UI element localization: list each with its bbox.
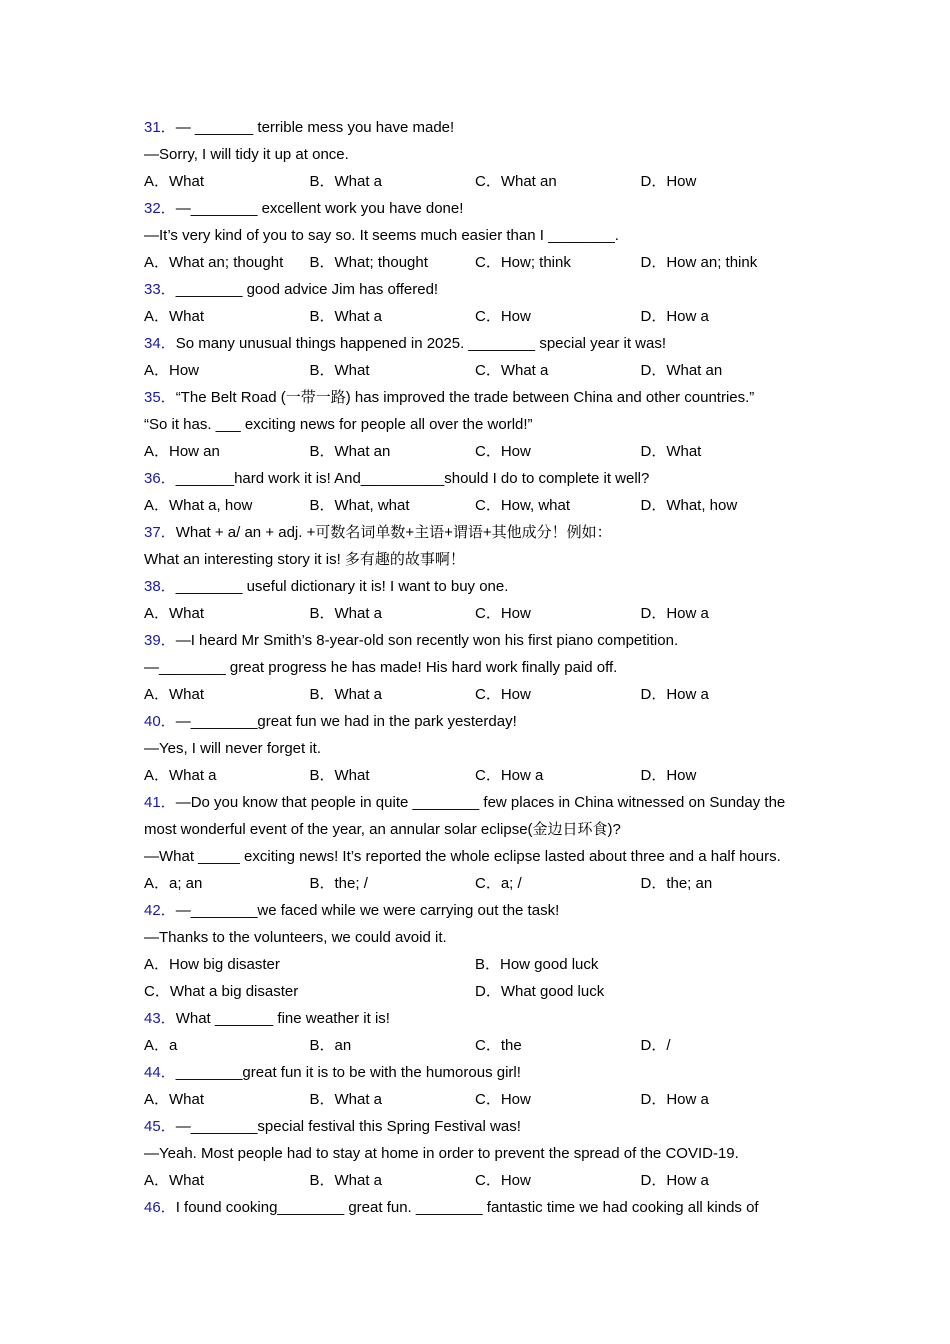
answer-option[interactable]: B．What a [309, 686, 383, 703]
answer-options [144, 357, 814, 384]
question-text: —Sorry, I will tidy it up at once. [144, 146, 349, 163]
question-46 [144, 1194, 814, 1221]
answer-options [144, 492, 814, 519]
answer-option[interactable]: B．What an [309, 443, 391, 460]
question-stem [144, 1059, 814, 1086]
question-stem-continued [144, 924, 814, 951]
answer-option[interactable]: A．What [144, 173, 205, 190]
answer-option[interactable]: D．How a [640, 686, 709, 703]
worksheet [144, 114, 814, 1221]
question-text: —It’s very kind of you to say so. It seems much easier than I ________. [144, 227, 619, 244]
question-42 [144, 897, 814, 1005]
question-44 [144, 1059, 814, 1113]
answer-option[interactable]: D．What good luck [475, 983, 605, 1000]
answer-option[interactable]: D．How a [640, 605, 709, 622]
question-text: _______hard work it is! And__________should I do to complete it well? [175, 470, 650, 487]
answer-options [144, 600, 814, 627]
answer-option[interactable]: A．a; an [144, 875, 203, 892]
question-stem [144, 627, 814, 654]
question-45 [144, 1113, 814, 1194]
question-stem-continued [144, 141, 814, 168]
question-stem [144, 465, 814, 492]
answer-option[interactable]: D．How an; think [640, 254, 758, 271]
answer-option[interactable]: A．a [144, 1037, 178, 1054]
answer-option[interactable]: A．What [144, 686, 205, 703]
question-text: I found cooking________ great fun. ________ fantastic time we had cooking all kinds of [175, 1199, 759, 1216]
answer-option[interactable]: C．How [475, 1091, 531, 1108]
answer-option[interactable]: A．What [144, 605, 205, 622]
question-39 [144, 627, 814, 708]
question-number: 42． [144, 902, 176, 919]
question-number: 46． [144, 1199, 176, 1216]
question-37 [144, 519, 814, 573]
question-text: ________great fun it is to be with the humorous girl! [175, 1064, 521, 1081]
answer-option[interactable]: A．What a [144, 767, 217, 784]
question-text: What + a/ an + adj. +可数名词单数+主语+谓语+其他成分！例如： [175, 524, 612, 541]
answer-option[interactable]: C．a; / [475, 875, 522, 892]
question-stem [144, 384, 814, 411]
question-text: —Thanks to the volunteers, we could avoid it. [144, 929, 447, 946]
question-number: 31． [144, 119, 176, 136]
answer-option[interactable]: D．How a [640, 308, 709, 325]
answer-option[interactable]: A．How [144, 362, 200, 379]
answer-option[interactable]: B．What a [309, 173, 383, 190]
question-text: —What _____ exciting news! It’s reported the whole eclipse lasted about three and a half hours. [144, 848, 781, 865]
answer-option[interactable]: A．What [144, 1091, 205, 1108]
answer-option[interactable]: B．What a [309, 1091, 383, 1108]
question-stem [144, 276, 814, 303]
question-stem-continued [144, 735, 814, 762]
answer-option[interactable]: B．What a [309, 308, 383, 325]
answer-option[interactable]: C．How [475, 686, 531, 703]
answer-option[interactable]: C．How [475, 1172, 531, 1189]
question-stem-continued [144, 222, 814, 249]
answer-option[interactable]: D．How [640, 767, 697, 784]
answer-option[interactable]: D．What, how [640, 497, 738, 514]
question-stem [144, 1194, 814, 1221]
answer-options [144, 168, 814, 195]
answer-option[interactable]: C．How [475, 605, 531, 622]
question-stem [144, 519, 814, 546]
question-text: —________we faced while we were carrying out the task! [175, 902, 560, 919]
question-text: —Yes, I will never forget it. [144, 740, 322, 757]
question-text: —________ excellent work you have done! [175, 200, 464, 217]
answer-option[interactable]: C．How a [475, 767, 544, 784]
answer-option[interactable]: A．What [144, 1172, 205, 1189]
question-38 [144, 573, 814, 627]
question-number: 39． [144, 632, 176, 649]
answer-option[interactable]: D．How [640, 173, 697, 190]
question-stem-continued [144, 1140, 814, 1167]
question-stem [144, 897, 814, 924]
question-number: 32． [144, 200, 176, 217]
question-number: 37． [144, 524, 176, 541]
question-text: What _______ fine weather it is! [175, 1010, 390, 1027]
answer-option[interactable]: C．How [475, 443, 531, 460]
answer-options [144, 951, 814, 978]
answer-option[interactable]: D．What an [640, 362, 723, 379]
question-text: “The Belt Road (一带一路) has improved the trade between China and other countries.” [175, 389, 755, 406]
question-32 [144, 195, 814, 276]
answer-option[interactable]: A．How big disaster [144, 956, 280, 973]
question-text: —Do you know that people in quite ________ few places in China witnessed on Sunday the [175, 794, 786, 811]
answer-options [144, 978, 814, 1005]
answer-option[interactable]: D．the; an [640, 875, 713, 892]
question-stem [144, 330, 814, 357]
answer-options [144, 1086, 814, 1113]
answer-options [144, 1167, 814, 1194]
question-34 [144, 330, 814, 384]
question-number: 43． [144, 1010, 176, 1027]
question-stem-continued [144, 816, 814, 843]
answer-option[interactable]: B．What, what [309, 497, 410, 514]
answer-options [144, 681, 814, 708]
answer-options [144, 1032, 814, 1059]
answer-options [144, 303, 814, 330]
question-text: —________special festival this Spring Festival was! [175, 1118, 521, 1135]
question-43 [144, 1005, 814, 1059]
question-stem [144, 195, 814, 222]
answer-option[interactable]: B．the; / [309, 875, 368, 892]
answer-options [144, 438, 814, 465]
question-text: ________ useful dictionary it is! I want to buy one. [175, 578, 509, 595]
question-stem-continued [144, 546, 814, 573]
question-33 [144, 276, 814, 330]
question-31 [144, 114, 814, 195]
answer-option[interactable]: B．What [309, 362, 370, 379]
question-stem [144, 114, 814, 141]
answer-option[interactable]: C．How, what [475, 497, 571, 514]
question-41 [144, 789, 814, 897]
question-number: 36． [144, 470, 176, 487]
question-text: What an interesting story it is! 多有趣的故事啊！ [144, 551, 465, 568]
question-number: 34． [144, 335, 176, 352]
question-text: “So it has. ___ exciting news for people all over the world!” [144, 416, 533, 433]
question-text: So many unusual things happened in 2025. ________ special year it was! [175, 335, 667, 352]
answer-options [144, 249, 814, 276]
answer-option[interactable]: B．What a [309, 605, 383, 622]
question-stem [144, 573, 814, 600]
answer-option[interactable]: A．What an; thought [144, 254, 284, 271]
question-stem-continued [144, 411, 814, 438]
question-text: — _______ terrible mess you have made! [175, 119, 455, 136]
answer-option[interactable]: C．What a [475, 362, 549, 379]
answer-options [144, 762, 814, 789]
answer-option[interactable]: C．How; think [475, 254, 571, 271]
question-number: 41． [144, 794, 176, 811]
answer-option[interactable]: C．the [475, 1037, 522, 1054]
answer-option[interactable]: B．What a [309, 1172, 383, 1189]
question-stem [144, 708, 814, 735]
answer-option[interactable]: A．What a, how [144, 497, 253, 514]
answer-option[interactable]: D．/ [640, 1037, 671, 1054]
question-text: —________great fun we had in the park yesterday! [175, 713, 517, 730]
answer-option[interactable]: D．What [640, 443, 702, 460]
question-text: —I heard Mr Smith’s 8-year-old son recently won his first piano competition. [175, 632, 679, 649]
question-number: 35． [144, 389, 176, 406]
answer-option[interactable]: C．How [475, 308, 531, 325]
answer-options [144, 870, 814, 897]
question-text: ________ good advice Jim has offered! [175, 281, 439, 298]
question-text: —________ great progress he has made! His hard work finally paid off. [144, 659, 618, 676]
answer-option[interactable]: C．What a big disaster [144, 983, 299, 1000]
question-text: most wonderful event of the year, an annular solar eclipse(金边日环食)? [144, 821, 621, 838]
question-number: 33． [144, 281, 176, 298]
question-36 [144, 465, 814, 519]
answer-option[interactable]: D．How a [640, 1091, 709, 1108]
question-stem-continued [144, 843, 814, 870]
question-stem-continued [144, 654, 814, 681]
answer-option[interactable]: C．What an [475, 173, 557, 190]
question-number: 38． [144, 578, 176, 595]
question-35 [144, 384, 814, 465]
answer-option[interactable]: B．What [309, 767, 370, 784]
question-stem [144, 1005, 814, 1032]
question-text: —Yeah. Most people had to stay at home in order to prevent the spread of the COVID-19. [144, 1145, 739, 1162]
question-stem [144, 1113, 814, 1140]
question-number: 44． [144, 1064, 176, 1081]
question-40 [144, 708, 814, 789]
answer-option[interactable]: B．an [309, 1037, 352, 1054]
question-number: 40． [144, 713, 176, 730]
answer-option[interactable]: A．How an [144, 443, 220, 460]
answer-option[interactable]: A．What [144, 308, 205, 325]
question-stem [144, 789, 814, 816]
answer-option[interactable]: D．How a [640, 1172, 709, 1189]
answer-option[interactable]: B．How good luck [475, 956, 599, 973]
question-number: 45． [144, 1118, 176, 1135]
answer-option[interactable]: B．What; thought [309, 254, 428, 271]
